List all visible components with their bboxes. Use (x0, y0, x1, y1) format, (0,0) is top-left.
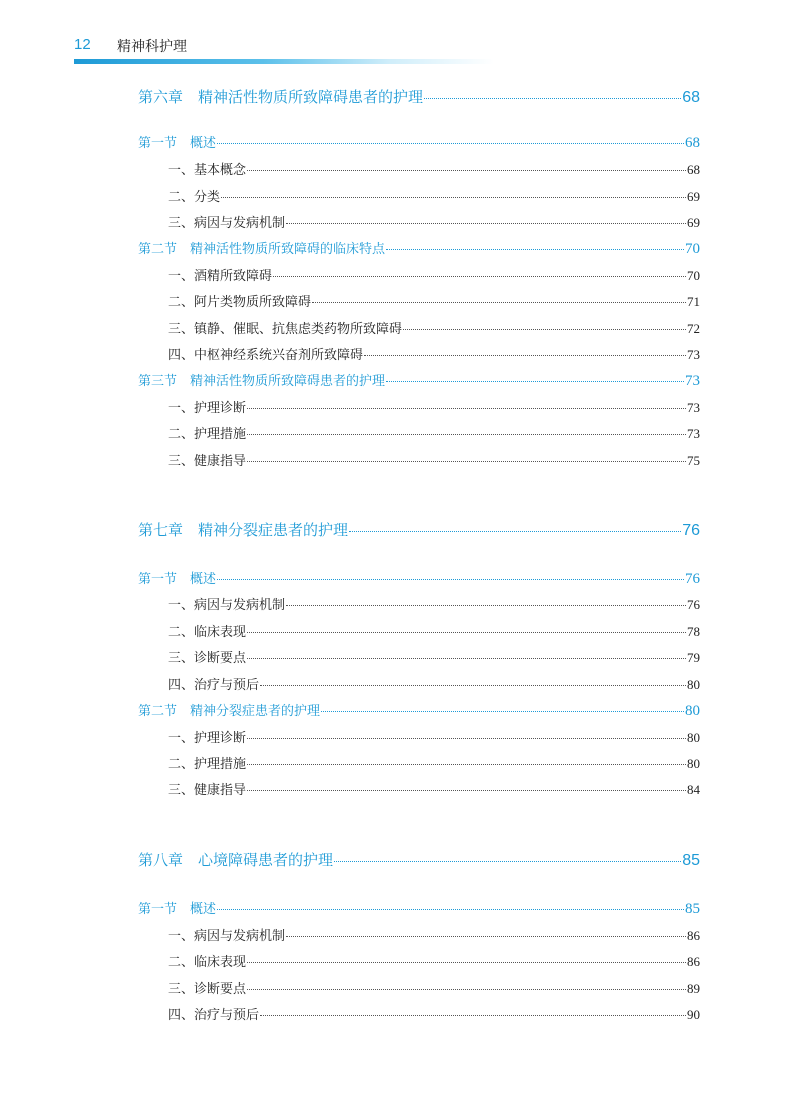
toc-entry-title: 第六章 精神活性物质所致障碍患者的护理 (138, 88, 424, 106)
toc-entry-title: 一、病因与发病机制 (168, 598, 286, 613)
toc-item (168, 212, 700, 231)
toc-page-number: 76 (685, 571, 700, 587)
toc-page-number: 90 (687, 1007, 700, 1022)
toc-entry-title: 一、护理诊断 (168, 401, 247, 416)
toc-entry-title: 第三节 精神活性物质所致障碍患者的护理 (138, 374, 386, 389)
toc-section (138, 898, 700, 918)
dot-leader (334, 861, 681, 862)
toc-entry-title: 二、临床表现 (168, 625, 247, 640)
toc-section (138, 568, 700, 588)
dot-leader (386, 249, 684, 250)
toc-page-number: 70 (687, 268, 700, 283)
toc-entry-title: 第一节 概述 (138, 572, 217, 587)
toc-page-number: 86 (687, 954, 700, 969)
toc-item (168, 925, 700, 944)
toc-page-number: 80 (687, 677, 700, 692)
toc-entry-title: 二、临床表现 (168, 955, 247, 970)
toc-entry-title: 三、健康指导 (168, 454, 247, 469)
toc-page-number: 78 (687, 624, 700, 639)
dot-leader (386, 381, 684, 382)
toc-item (168, 951, 700, 970)
toc-page-number: 85 (682, 852, 700, 869)
toc-item (168, 344, 700, 363)
toc-page-number: 71 (687, 294, 700, 309)
dot-leader (424, 98, 681, 99)
dot-leader (247, 434, 686, 435)
dot-leader (247, 461, 686, 462)
toc-item (168, 397, 700, 416)
toc-chapter (138, 519, 700, 540)
dot-leader (247, 632, 686, 633)
toc-item (168, 1004, 700, 1023)
toc-entry-title: 二、分类 (168, 190, 221, 205)
toc-item (168, 647, 700, 666)
dot-leader (260, 1015, 686, 1016)
dot-leader (217, 909, 684, 910)
toc-entry-title: 四、治疗与预后 (168, 1008, 260, 1023)
dot-leader (247, 408, 686, 409)
toc-entry-title: 第二节 精神分裂症患者的护理 (138, 704, 321, 719)
dot-leader (217, 579, 684, 580)
page-header (0, 0, 800, 64)
toc-entry-title: 第七章 精神分裂症患者的护理 (138, 521, 349, 539)
toc-item (168, 450, 700, 469)
dot-leader (217, 143, 684, 144)
toc-page-number: 72 (687, 321, 700, 336)
toc-page-number: 73 (685, 373, 700, 389)
dot-leader (286, 605, 686, 606)
toc-entry-title: 二、护理措施 (168, 757, 247, 772)
toc-page-number: 69 (687, 189, 700, 204)
toc-section (138, 370, 700, 390)
toc-chapter (138, 849, 700, 870)
toc-page-number: 73 (687, 347, 700, 362)
toc-page-number: 68 (685, 135, 700, 151)
toc-entry-title: 一、病因与发病机制 (168, 929, 286, 944)
toc-item (168, 594, 700, 613)
toc-page-number: 80 (687, 756, 700, 771)
toc-page-number: 79 (687, 650, 700, 665)
toc-entry-title: 三、诊断要点 (168, 982, 247, 997)
toc-item (168, 291, 700, 310)
toc-entry-title: 三、镇静、催眠、抗焦虑类药物所致障碍 (168, 322, 403, 337)
toc-item (168, 779, 700, 798)
toc-item (168, 978, 700, 997)
dot-leader (247, 962, 686, 963)
toc-entry-title: 第二节 精神活性物质所致障碍的临床特点 (138, 242, 386, 257)
toc-page-number: 86 (687, 928, 700, 943)
dot-leader (247, 989, 686, 990)
toc-entry-title: 第一节 概述 (138, 902, 217, 917)
toc-entry-title: 一、酒精所致障碍 (168, 269, 273, 284)
dot-leader (247, 738, 686, 739)
toc-page-number: 80 (685, 703, 700, 719)
dot-leader (247, 764, 686, 765)
toc-section (138, 238, 700, 258)
toc-page-number: 68 (687, 162, 700, 177)
dot-leader (349, 531, 681, 532)
header-rule (74, 59, 494, 64)
dot-leader (247, 658, 686, 659)
dot-leader (321, 711, 684, 712)
toc-page-number: 84 (687, 782, 700, 797)
dot-leader (312, 302, 686, 303)
toc-page-number: 76 (687, 597, 700, 612)
toc-page-number: 70 (685, 241, 700, 257)
toc-entry-title: 第一节 概述 (138, 136, 217, 151)
dot-leader (286, 936, 686, 937)
toc-entry-title: 三、诊断要点 (168, 651, 247, 666)
book-title: 精神科护理 (117, 39, 187, 55)
toc-item (168, 159, 700, 178)
toc-entry-title: 三、病因与发病机制 (168, 216, 286, 231)
toc-entry-title: 一、护理诊断 (168, 731, 247, 746)
dot-leader (273, 276, 686, 277)
dot-leader (247, 790, 686, 791)
toc-entry-title: 二、护理措施 (168, 427, 247, 442)
toc-section (138, 132, 700, 152)
toc-page-number: 73 (687, 426, 700, 441)
toc-item (168, 674, 700, 693)
toc-page-number: 73 (687, 400, 700, 415)
toc-page-number: 75 (687, 453, 700, 468)
toc-item (168, 318, 700, 337)
toc-entry-title: 三、健康指导 (168, 783, 247, 798)
dot-leader (260, 685, 686, 686)
dot-leader (221, 197, 686, 198)
dot-leader (286, 223, 686, 224)
page-number: 12 (74, 36, 91, 53)
toc-entry-title: 四、治疗与预后 (168, 678, 260, 693)
dot-leader (403, 329, 686, 330)
toc-item (168, 727, 700, 746)
toc-entry-title: 四、中枢神经系统兴奋剂所致障碍 (168, 348, 364, 363)
toc-item (168, 265, 700, 284)
toc-item (168, 621, 700, 640)
toc-item (168, 186, 700, 205)
toc-page-number: 76 (682, 522, 700, 539)
toc-item (168, 423, 700, 442)
toc-page-number: 80 (687, 730, 700, 745)
toc-entry-title: 二、阿片类物质所致障碍 (168, 295, 312, 310)
toc-entry-title: 一、基本概念 (168, 163, 247, 178)
toc-page-number: 68 (682, 89, 700, 106)
toc-page-number: 69 (687, 215, 700, 230)
toc-page-number: 85 (685, 901, 700, 917)
toc-page-number: 89 (687, 981, 700, 996)
toc-section (138, 700, 700, 720)
dot-leader (364, 355, 686, 356)
dot-leader (247, 170, 686, 171)
toc-entry-title: 第八章 心境障碍患者的护理 (138, 851, 334, 869)
toc-chapter (138, 86, 700, 107)
toc-item (168, 753, 700, 772)
